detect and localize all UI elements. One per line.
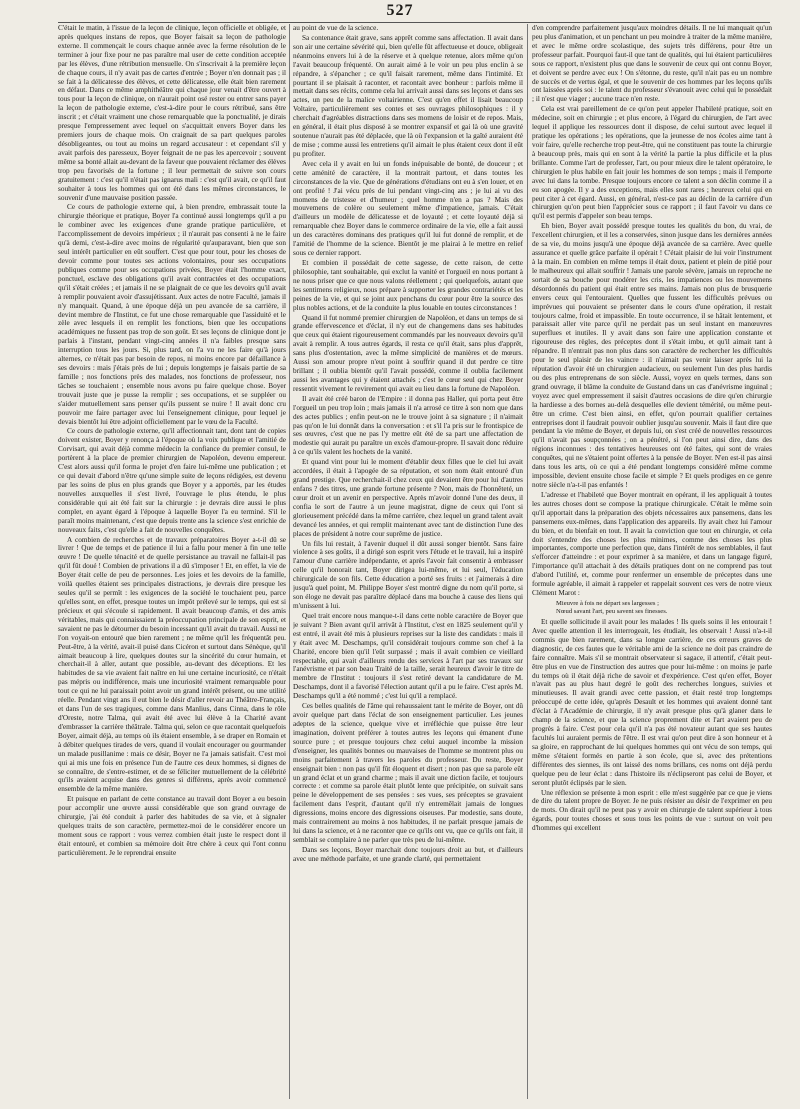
paragraph: A combien de recherches et de travaux préparatoires Boyer a-t-il dû se livrer ! Que de temps et de patience il lui a fallu pour mener à fin une telle œuvre ! De quelle ténacité et de quelle persistance au travail ne fallait-il pas qu'il fût doué ! Combien de privations il a dû s'imposer ! Et, en effet, la vie de Boyer était celle de peu de personnes. Les joies et les devoirs de la famille, voilà quelles étaient ses principales distractions, je devrais dire presque les seules qu'il se permît : les exigences de la société le touchaient peu, parce qu'elles sont, en effet, presque toutes un impôt prélevé sur le temps, qui est si précieux et qui s'écoule si rapidement. Il avait beaucoup d'amis, et des amis véritables, mais qui connaissaient la préoccupation principale de son esprit, et savaient ne pas le détourner du besoin incessant qu'il avait du travail. Aussi ne l'on voyait-on entouré que bien rarement ; ne même qu'il les fréquentât peu. Peut-être, à la vérité, avait-il puisé dans Cicéron et surtout dans Sénèque, qu'il aimait beaucoup à lire, quelques doutes sur la sincérité du cœur humain, et cherchait-il à aller, autant que possible, au-devant des déceptions. Et les habitudes de sa vie avaient fait naître en lui une certaine incuriosité, ce n'était pas mépris ou indifférence, mais une incuriosité vraiment remarquable pour tout ce qui ne lui paraissait point avoir un grand intérêt présent, ou une utilité réelle. Pendant vingt ans il eut bien le désir d'aller revoir au Théâtre-Français, et dans l'un de ses tragiques, comme dans Manlius, dans Cinna, dans le rôle d'Oreste, notre Talma, qui avait été avec lui élève à la Charité avant d'embrasser la carrière théâtrale. Talma qui, selon ce que racontait quelquefois Boyer, aimait déjà, au temps où ils étaient ensemble, à se draper en Romain et à débiter quelques tirades de vers, quand il voulait encourager ou gourmander un malade pusillanime : mais ce désir, Boyer ne l'a jamais satisfait. C'est moi qui ai mis une fois en présence l'un de l'autre ces deux hommes, si dignes de se connaître, de s'entre-estimer, et de se féliciter mutuellement de la célébrité qu'ils avaient acquise dans des genres si différens, après avoir commencé ensemble de la même manière. (58, 535, 286, 794)
paragraph: Quel trait encore nous manque-t-il dans cette noble caractère de Boyer que je suivant ? Bien avant qu'il arrivât à l'Institut, c'est en 1825 seulement qu'il y est entré, il avait été mis à plusieurs reprises sur la liste des candidats : mais il y était avec M. Deschamps, qu'il considérait toujours comme son chef à la Charité, encore bien qu'il l'eût surpassé ; mais il avait combien ce vieillard respectable, qui avait d'ailleurs rendu des services à l'art par ses travaux sur l'anévrisme et par son beau Traité de la taille, serait heureux d'avoir le titre de membre de l'Institut : toujours il s'est retiré devant la candidature de M. Deschamps, dont il a favorisé l'élection autant qu'il a pu le faire. C'est après M. Deschamps qu'il a été nommé ; c'est lui qu'il a remplacé. (293, 611, 523, 701)
page-number: 527 (386, 2, 414, 19)
verse-quote (556, 600, 772, 616)
paragraph: L'adresse et l'habileté que Boyer montrait en opérant, il les appliquait à toutes les autres choses dont se compose la pratique chirurgicale. C'était le même soin qu'il apportait dans la préparation des objets nécessaires aux pansemens, dans les pansemens eux-mêmes, dans l'application des appareils. Ily avait chez lui l'amour du bien, et du bienfait en tout. Il avait la conviction que tout en chirurgie, et cela doit s'entendre des choses les plus minimes, comme des choses les plus importantes, comporte une perfection que, dans l'intérêt de nos semblables, il faut s'efforcer d'atteindre : et pour exprimer à sa manière, et dans un langage figuré, l'importance qu'il attachait à des détails pratiques dont on ne comprend pas tout d'abord l'utilité, et, comme pour renfermer un ensemble de préceptes dans une formule agréable, il aimait à rappeler et rappelait souvent ces vers de notre vieux Clément Marot : (532, 490, 772, 598)
paragraph: Il avait été créé baron de l'Empire : il donna pas Haller, qui porta peut être l'orgueil un peu trop loin ; mais jamais il n'a arrosé ce titre à son nom que dans des actes publics ; enfin peut-on ne le trouve joint à sa signature ; il n'aimait pas qu'on le lui donnât dans la conversation : et s'il l'a pris sur le frontispice de ses œuvres, c'est que ne pas l'y mettre eût été de sa part une affectation de modestie qui aurait pu paraître un excès d'amour-propre. Il savait donc réduire à ce qu'ils valent les hochets de la vanité. (293, 394, 523, 457)
paragraph: Sa contenance était grave, sans apprêt comme sans affectation. Il avait dans son air une certaine sévérité qui, bien qu'elle fût affectueuse et douce, obligeait néanmoins envers lui à de la réserve et à quelque retenue, alors même qu'on l'avait beaucoup fréquenté. On aurait aimé à le voir un peu plus enclin à se répandre, à s'épancher ; ce qu'il faisait rarement, même dans l'intimité. Et pourtant il se plaisait à raconter, et racontait avec bonheur : parfois même il mettait dans ses récits, comme cela lui arrivait aussi dans ses leçons et dans ses actes, un peu de la malice voltairienne. C'est qu'en effet il lisait beaucoup Voltaire, particulièrement ses contes et ses ouvrages philosophiques : il y cherchait d'agréables distractions dans ses momens de loisir et de repos. Mais, en général, il était plus disposé à se montrer expansif et gai là où une gravité soutenue n'aurait pas été déplacée, que là où l'expansion et la gaîté auraient été de mise ; comme aussi les entretiens qu'il aimait le plus étaient ceux dont il eût pu profiter. (293, 33, 523, 158)
paragraph: Ce cours de pathologie externe qui, à bien prendre, embrassait toute la chirurgie théorique et pratique, Boyer l'a continué aussi longtemps qu'il a pu le combiner avec les exigences d'une grande pratique particulière, et l'accomplissement de devoirs impérieux ; il n'aurait pas consenti à ne le faire qu'à demi, c'est-à-dire avec moins de régularité qu'auparavant, bien que son seul intérêt particulier en eût souffert. C'est que pour tout, pour les choses de devoir comme pour toutes ses actions volontaires, pour ses occupations publiques comme pour ses occupations privées, Boyer était l'homme exact, ponctuel, esclave des obligations qu'il avait contractées et des occupations qu'il s'était créées ; et jamais il ne se plaignait de ce que les devoirs qu'il avait à remplir pouvaient avoir d'assujétissant. Aux actes de notre Faculté, jamais il n'y manquait. Quand, à une époque déjà un peu avancée de sa carrière, il devint membre de l'Institut, ce fut une chose remarquable que l'assiduité et le zèle avec lesquels il en remplit les fonctions, bien que les occupations académiques ne fussent pas trop de son goût. Et ses leçons de clinique dont je parlais à l'instant, pendant vingt-cinq années il n'a faibles presque sans interruption tous les jours. Si, plus tard, on l'a vu ne les faire qu'à jours alternes, ce n'était pas par besoin de repos, ni moins encore par défaillance à ses devoirs : mais j'étais près de lui ; depuis longtemps je faisais partie de sa famille ; nos fonctions près des malades, nos fonctions de professeur, nos tâches se touchaient ; ensemble nous avons pu faire quelque chose. Boyer trouvait juste que je pusse la remplir ; ses occupations, et se suppléer ou s'aider mutuellement sans penser qu'ils pussent se nuire ! Il avait donc cru pouvoir me faire partager avec lui l'enseignement clinique, pour lequel je devais bientôt lui être adjoint officiellement par le vœu de la Faculté. (58, 203, 286, 426)
paragraph: Une réflexion se présente à mon esprit : elle m'est suggérée par ce que je viens de dire du talent propre de Boyer. Je ne puis résister au désir de l'exprimer en peu de mots. On dirait qu'il ne peut pas y avoir en chirurgie de talent supérieur à tous égards, pour toutes choses et sous tous les points de vue : surtout on voit peu d'hommes qui excellent (532, 788, 772, 833)
paragraph: Ce cours de pathologie externe, qu'il affectionnait tant, dont tant de copies doivent exister, Boyer y renonça à l'époque où la voix publique et l'amitié de Corvisart, qui avait déjà comme médecin la confiance du premier consul, le portèrent à la place de premier chirurgien de Napoléon, devenu empereur. C'est alors aussi qu'il forma le projet d'en faire lui-même une publication ; et ce qui devait d'abord n'être qu'une simple suite de leçons rédigées, est devenu par les soins de plus en plus grands que Boyer y a apportés, par les études nouvelles auxquelles il s'est livré, l'ouvrage le plus étendu, le plus considérable qui ait été fait sur la chirurgie : je devrais dire aussi le plus complet, en ayant égard à l'époque à laquelle Boyer l'a eu terminé. S'il le paraît moins maintenant, c'est que depuis trente ans la science s'est enrichie de nouveaux faits, c'est qu'elle a fait de nouvelles conquêtes. (58, 427, 286, 534)
paragraph: Cela est vrai pareillement de ce qu'on peut appeler l'habileté pratique, soit en médecine, soit en chirurgie ; et plus encore, à l'égard du chirurgien, de l'art avec lequel il applique les ressources dont il dispose, de celui surtout avec lequel il pratique les opérations ; les opérations, que la jeunesse de nos écoles aime tant à voir faire, qu'elle recherche trop peut-être, qui ne constituent pas toute la chirurgie à beaucoup près, mais qui en sont à la vérité la partie la plus difficile et la plus brillante. Comme l'art de professer, l'art, ou pour mieux dire le talent opératoire, le chirurgien le plus habile en fait jouir les hommes de son temps ; mais il l'emporte avec lui dans la tombe. Presque toujours encore ce talent a son déclin comme il a eu son apogée. Il y a des exceptions, mais elles sont rares ; heureux celui qui en peut citer à cet égard. Aussi, en général, n'est-ce pas au déclin de la carrière d'un chirurgien qu'on peut bien l'apprécier sous ce rapport ; il faut l'avoir vu dans ce qu'il est permis d'appeler son beau temps. (532, 105, 772, 221)
paragraph: Dans ses leçons, Boyer marchait donc toujours droit au but, et d'ailleurs avec une méthode parfaite, et une grande clarté, qui permettaient (293, 845, 523, 863)
header-rule (58, 22, 770, 23)
text-column-1 (58, 24, 286, 1099)
paragraph: Et quand vint pour lui le moment d'établir deux filles que le ciel lui avait accordées, il était à l'apogée de sa réputation, et son nom était entouré d'un grand prestige. Que recherchait-il chez ceux qui devaient être pour lui d'autres enfans ? des titres, une grande fortune présente ? Non, mais de l'honnêteté, un cœur droit et un avenir en perspective. Après m'avoir donné l'une des deux, il confia le sort de l'autre à un jeune magistrat, digne de ceux qui l'ont si glorieusement précédé dans la même carrière, chez lequel un grand talent avait devancé les années, et qui remplit maintenant avec tant de distinction l'une des places de président à notre cour suprême de justice. (293, 458, 523, 538)
paragraph: Eh bien, Boyer avait possédé presque toutes les qualités du bon, du vrai, de l'excellent chirurgien, et il les a conservées, sinon jusque dans les dernières années de sa vie, du moins jusqu'à une époque déjà avancée de sa carrière. Avec quelle assurance et quelle grâce parfaite il opérait ! C'était plaisir de lui voir l'instrument à la main. En combien en même temps il était doux, patient et plein de pitié pour le malheureux qui allait souffrir ! Jamais une parole sévère, jamais un reproche ne sortait de sa bouche pour modérer les cris, les impatiences ou les mouvemens désordonnés du patient qui était entre ses mains. Jamais non plus de brusquerie envers ceux qui l'entouraient. Quelles que fussent les difficultés prévues ou imprévues qui pouvaient se présenter dans le cours d'une opération, il restait toujours calme, froid et impassible. En toute occurrence, il se hâtait lentement, et paraissait aller vite parce qu'il ne perdait pas un seul instant en manœuvres superflues et inutiles. Il y avait dans son faire une application constante et rigoureuse des règles, des préceptes dont il s'était imbu, et qu'il aimait tant à répandre. Il n'entrait pas non plus dans son caractère de rechercher les difficultés pour le seul plaisir de les vaincre : il n'aimait pas venir laisser après lui la réputation d'avoir été un chirurgien audacieux, ou seulement l'un des plus hardis ou des plus entreprenans de son siècle. Aussi, voyez en quels termes, dans son grand ouvrage, il blâme la conduite de Gustand dans un cas d'anévrisme inguinal ; voyez avec quel empressement il saisit d'autres occasions de dire qu'en chirurgie la hardiesse a des bornes au-delà desquelles elle devient témérité, ou même peut-être un crime. C'est bien ainsi, en effet, qu'on pourrait qualifier certaines entreprises dont il faudrait pouvoir oublier jusqu'au souvenir. Mais il faut dire que pendant la vie même de Boyer, et depuis lui, on s'est créé de nouvelles ressources qu'il n'avait pas soupçonnées ; on a pénétré, si l'on peut ainsi dire, dans des régions inconnues : des tentatives heureuses ont été faites, qui sont de vraies conquêtes, qui ne s'étaient point offertes à la pensée de Boyer. N'en est-il pas ainsi dans tous les arts, où ce qui a été pendant longtemps considéré même comme impossible, devient ensuite chose facile et simple ? Et quels prodiges en ce genre notre siècle n'a-t-il pas enfantés ! (532, 222, 772, 490)
paragraph: Et puisque en parlant de cette constance au travail dont Boyer a eu besoin pour accomplir une œuvre aussi considérable que son grand ouvrage de chirurgie, j'ai été conduit à parler des habitudes de sa vie, et à signaler quelques traits de son caractère, permettez-moi de le considérer encore un moment sous ce rapport : vous verrez combien était juste le respect dont il était entouré, et combien sa mémoire doit être chère à ceux qui l'ont connu particulièrement. Je le reprendrai ensuite (58, 795, 286, 857)
paragraph: C'était le matin, à l'issue de la leçon de clinique, leçon officielle et obligée, et après quelques instans de repos, que Boyer faisait sa leçon de pathologie externe. Il commençait le cours chaque année avec la ferme résolution de le terminer à jour fixe pour ne pas paraître mal user de cette condition acceptée par les élèves, d'une rétribution mensuelle. On s'inscrivait à la première leçon de chaque cours, il n'y avait pas de cartes d'entrée ; Boyer n'en donnait pas ; il se fait à la délicatesse des élèves, et cette délicatesse, elle était bien rarement en défaut. Dans ce même amphithéâtre qui chaque jour venait d'être ouvert à tous pour la leçon de clinique, on n'aurait point osé rester ou entrer sans payer la leçon de pathologie externe, c'est-à-dire pour le cours rétribué, sans être inscrit ; et c'était vraiment une chose remarquable que la ponctualité, je dirais presque l'empressement avec lequel on s'acquittait envers Boyer dans les premiers jours de chaque mois. On craignait de sa part quelques paroles désobligeantes, ou tout au moins un regard accusateur : et cependant s'il y avait parfois des paresseux, Boyer feignait de ne pas les apercevoir ; souvent même sa bonté allait au-devant de la faveur que pouvaient réclamer des élèves trop peu favorisés de la fortune ; il leur permettait de suivre son cours gratuitement : c'est qu'il n'était pas ignarus mali : c'est qu'il avait, ce qu'il faut souhaiter à tous les hommes qui ont été dans les mêmes circonstances, le souvenir d'une mauvaise position passée. (58, 24, 286, 202)
text-column-2 (293, 24, 523, 1099)
column-divider (289, 24, 290, 1099)
paragraph: Avec cela il y avait en lui un fonds inépuisable de bonté, de douceur ; et cette aménité de caractère, il la montrait partout, et dans toutes les circonstances de la vie. Que de générations d'étudians ont eu à s'en louer, et en ont profité ! J'ai vécu près de lui pendant vingt-cinq ans ; je lui ai vu des momens de tristesse et d'humeur ; quel homme n'en a pas ? Mais des mouvemens de colère ou seulement même d'impatience, jamais. C'était d'ailleurs un modèle de délicatesse et de loyauté ; et cette loyauté déjà si remarquable chez Boyer dans le commerce ordinaire de la vie, elle a fait aussi un des caractères dominans des pratiques qu'il lui fut donné de remplir, et de l'amitié de l'homme de la science. Bientôt je me plairai à le mettre en relief sous ce dernier rapport. (293, 159, 523, 258)
paragraph: Et quelle sollicitude il avait pour les malades ! Ils quels soins il les entourait ! Avec quelle attention il les interrogeait, les étudiait, les observait ! Aussi n'a-t-il commis que bien rarement, dans sa longue carrière, de ces erreurs graves de diagnostic, de ces fautes que le véritable ami de la science ne doit pas craindre de faire connaître. Mais s'il se montrait observateur si sagace, il attentif, c'était peut-être plus en vue de l'instruction des autres que pour lui-même : on moins je parle du temps où il était déjà riche de savoir et d'expérience. C'est qu'en effet, Boyer n'avait pas au plus haut degré le goût des recherches longues, suivies et minutieuses. Il avait grandi avec cette passion, et était resté trop longtemps préoccupé de cette idée, qu'après Desault et les hommes qui avaient donné tant d'éclat à l'Académie de chirurgie, il n'y avait presque plus qu'à glaner dans le champ de la science, et que la science proprement dite et l'art avaient peu de progrès à faire. C'est pour cela qu'il n'a pas été novateur autant que ses hautes facultés lui auraient permis de l'être. Il est vrai qu'on peut dire à son honneur et à sa gloire, en rapprochant de lui quelques hommes qui ont vécu de son temps, qui même s'étaient formés en partie à son école, que si, avec des prétentions différentes des siennes, ils ont laissé des noms brillans, ces noms ont déjà perdu quelque peu de leur éclat : dans l'histoire ils n'éclipseront pas celui de Boyer, et seront plutôt éclipsés par le sien. (532, 618, 772, 787)
verse-line: Nœud savant l'art, peu savent ses finesses. (556, 608, 668, 615)
paragraph: Ces belles qualités de l'âme qui rehaussaient tant le mérite de Boyer, ont dû avoir quelque part dans l'éclat de son enseignement particulier. Les jeunes adeptes de la science, quelque vive et irréfléchie que puisse être leur imagination, doivent préférer à toutes autres les leçons qui émanent d'une source pure ; et presque toujours chez celui auquel incombe la mission d'enseigner, les qualités bonnes ou mauvaises de l'homme se montrent plus ou moins parfaitement à travers les paroles du professeur. Du reste, Boyer enseignait bien : non pas qu'il fût éloquent et disert ; non pas que sa parole eût un grand éclat et un grand charme ; mais il avait une diction facile, et toujours correcte : et comme sa parole était plutôt lente que précipitée, on suivait sans peine le développement de ses pensées : ses vues, ses préceptes se gravaient facilement dans l'esprit, d'autant qu'il n'y entremêlait jamais de longues digressions, moins encore des digressions oiseuses. Par modestie, sans doute, mais contrairement au moins à nos habitudes, il ne parlait presque jamais de lui dans la science, et à ne raconter que ce qu'ils ont vu, que ce qu'ils ont fait, il semblait se complaire à ne parler que très peu de lui-même. (293, 702, 523, 844)
text-column-3 (532, 24, 772, 1099)
paragraph: Quand il fut nommé premier chirurgien de Napoléon, et dans un temps de si grande effervescence et d'éclat, il n'y eut de changemens dans ses habitudes que ceux qui étaient rigoureusement commandés par les nouveaux devoirs qu'il avait à remplir. A tous autres égards, il resta ce qu'il était, sans plus d'apprêt, sans plus d'ostentation, avec la même simplicité de manières et de mœurs. Aussi son amour propre n'eut point à souffrir quand il dut perdre ce titre brillant ; il oublia bientôt qu'il l'avait possédé, comme il oublia facilement aussi les avantages qui y étaient attachés ; c'est le cœur seul qui chez Boyer ressentit vivement le revirement qui avait eu lieu dans la fortune de Napoléon. (293, 313, 523, 393)
paragraph: au point de vue de la science. (293, 24, 379, 32)
verse-line: Mieuvre à fois ne départ ses largesses ; (556, 600, 659, 607)
paragraph: Un fils lui restait, à l'avenir duquel il dût aussi songer bientôt. Sans faire violence à ses goûts, il a dirigé son esprit vers l'étude et le travail, lui a inspiré l'amour d'une carrière indépendante, et après l'avoir fait consentir à embrasser celle qu'il honorait tant, Boyer dirigea lui-même, et lui seul, l'éducation chirurgicale de son fils. Cette éducation a porté ses fruits : et j'aimerais à dire jusqu'à quel point, M. Philippe Boyer s'est montré digne du nom qu'il porte, si son éloge ne devait pas paraître déplacé dans ma bouche à cause des liens qui m'unissent à lui. (293, 539, 523, 610)
paragraph: d'en comprendre parfaitement jusqu'aux moindres détails. Il ne lui manquait qu'un peu plus d'animation, et un penchant un peu moindre à traiter de la même manière, et avec le même ordre scolastique, des sujets très différens, pour être un professeur parfait. Pourquoi faut-il que tant de qualités, qui lui étaient particulières sous ce rapport, n'existent plus que dans le souvenir de ceux qui ont connu Boyer, et doivent se perdre avec eux ! On s'étonne, du reste, qu'il n'ait pas eu un nombre de succès et de vertus égal, et que le souvenir de ces hommes par les leçons qu'ils ont laissées après soi : le talent du professeur s'évanouit avec celui qui le possédait ; il n'est que viager ; aucune trace n'en reste. (532, 24, 772, 104)
paragraph: Et combien il possédait de cette sagesse, de cette raison, de cette philosophie, tant souhaitable, qui exclut la vanité et l'orgueil en nous portant à ne nous priser que ce que nous valons réellement ; qui quelquefois, autant que les sentimens religieux, nous prépare à supporter les grandes contrariétés et les peines de la vie, et qui se joint aux penchans du cœur pour être la source des plus nobles actions, et de la conduite la plus louable en toutes circonstances ! (293, 258, 523, 312)
column-divider (527, 24, 528, 1099)
